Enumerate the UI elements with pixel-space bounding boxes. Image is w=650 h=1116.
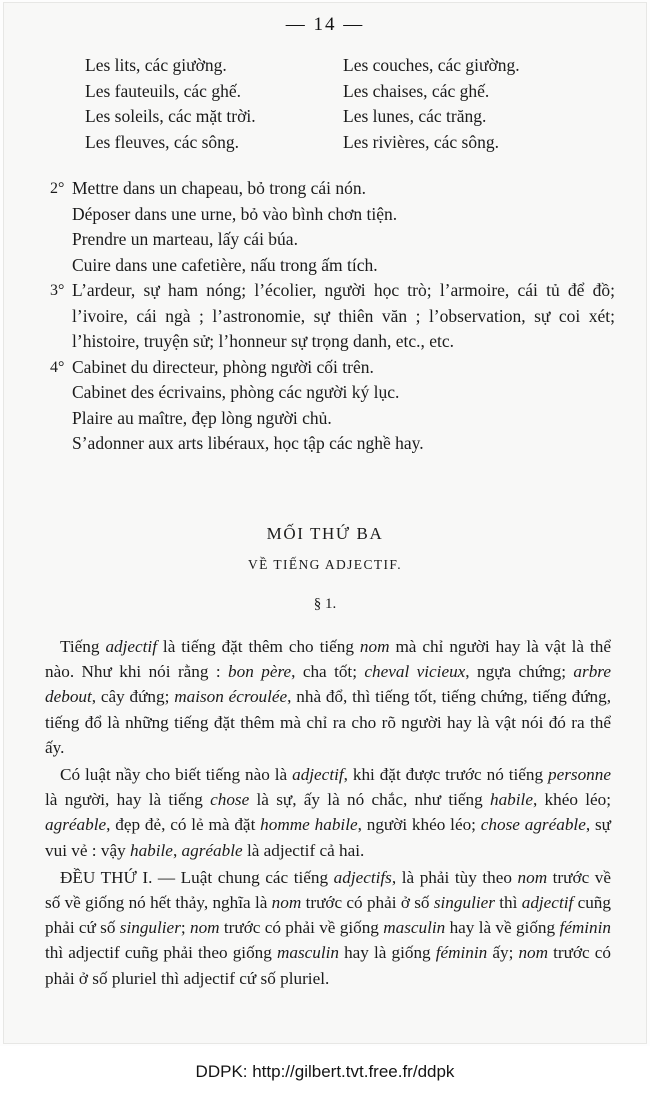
exercise-item <box>50 355 615 457</box>
vocabulary-cell-right: Les rivières, các sông. <box>343 131 499 152</box>
chapter-subheading: VỀ TIẾNG ADJECTIF. <box>248 557 402 572</box>
vocabulary-row <box>85 106 585 132</box>
exercise-line: Prendre un marteau, lấy cái búa. <box>72 229 298 249</box>
section-heading: § 1. <box>313 596 337 612</box>
exercise-marker: 2° <box>50 180 65 197</box>
body-paragraph: Tiếng adjectif là tiếng đặt thêm cho tiếng nom mà chỉ người hay là vật là thể nào. Như khi nói rằng : bon père, cha tốt; cheval vicieux, ngựa chứng; arbre debout, cây đứng; maison écroulée, nhà đổ, thì tiếng tốt, tiếng chứng, tiếng đứng, tiếng đổ là những tiếng đặt thêm mà chỉ ra cho rõ người hay là vật nói đó ra thể ấy. <box>45 637 611 757</box>
vocabulary-list <box>85 55 585 157</box>
exercise-line: S’adonner aux arts libéraux, học tập các nghề hay. <box>72 433 424 453</box>
exercise-body <box>72 278 615 355</box>
exercise-body <box>72 176 615 278</box>
exercise-line: Cabinet du directeur, phòng người cối trên. <box>72 356 374 377</box>
vocabulary-row <box>85 81 585 107</box>
exercise-list <box>50 176 615 457</box>
body-paragraph: ĐỀU THỨ I. — Luật chung các tiếng adjectifs, là phải tùy theo nom trước về số về giống nó hết thảy, nghĩa là nom trước có phải ở số singulier thì adjectif cuñg phải cứ số singulier; nom trước có phải về giống masculin hay là về giống féminin thì adjectif cuñg phải theo giống masculin hay là giống féminin ấy; nom trước có phải ở số pluriel thì adjectif cứ số pluriel. <box>45 867 611 988</box>
exercise-line: Déposer dans une urne, bỏ vào bình chơn tiện. <box>72 203 398 224</box>
exercise-item <box>50 176 615 278</box>
exercise-item <box>50 278 615 355</box>
source-watermark: DDPK: http://gilbert.tvt.free.fr/ddpk <box>195 1062 455 1081</box>
exercise-line: Plaire au maître, đẹp lòng người chủ. <box>72 407 332 428</box>
page-number: — 14 — <box>285 14 365 35</box>
vocabulary-row <box>85 132 585 158</box>
vocabulary-cell-left: Les fleuves, các sông. <box>85 131 240 152</box>
vocabulary-cell-right: Les chaises, các ghế. <box>343 80 490 101</box>
exercise-line: Cuire dans une cafetière, nấu trong ấm tích. <box>72 254 378 275</box>
vocabulary-cell-left: Les lits, các giường. <box>85 55 227 75</box>
vocabulary-cell-right: Les couches, các giường. <box>343 55 520 75</box>
vocabulary-row <box>85 55 585 81</box>
vocabulary-cell-left: Les soleils, các mặt trời. <box>85 106 256 126</box>
exercise-paragraph: L’ardeur, sự ham nóng; l’écolier, người học trò; l’armoire, cái tủ để đồ; l’ivoire, cái ngà ; l’astronomie, sự thiên văn ; l’observation, sự coi xét; l’histoire, truyện sử; l’honneur sự trọng danh, etc., etc. <box>72 280 615 351</box>
body-paragraph: Có luật nầy cho biết tiếng nào là adjectif, khi đặt được trước nó tiếng personne là người, hay là tiếng chose là sự, ấy là nó chắc, như tiếng habile, khéo léo; agréable, đẹp đẻ, có lẻ mà đặt homme habile, người khéo léo; chose agréable, sự vui vẻ : vậy habile, agréable là adjectif cả hai. <box>45 765 612 860</box>
exercise-marker: 4° <box>50 358 65 376</box>
exercise-body <box>72 355 615 457</box>
exercise-line: Cabinet des écrivains, phòng các người ký lục. <box>72 382 400 402</box>
chapter-heading: MỐI THỨ BA <box>266 524 384 543</box>
vocabulary-cell-right: Les lunes, các trăng. <box>343 106 487 126</box>
exercise-marker: 3° <box>50 282 65 299</box>
vocabulary-cell-left: Les fauteuils, các ghế. <box>85 80 241 101</box>
body-prose <box>45 634 611 991</box>
exercise-line: Mettre dans un chapeau, bỏ trong cái nón. <box>72 178 367 198</box>
